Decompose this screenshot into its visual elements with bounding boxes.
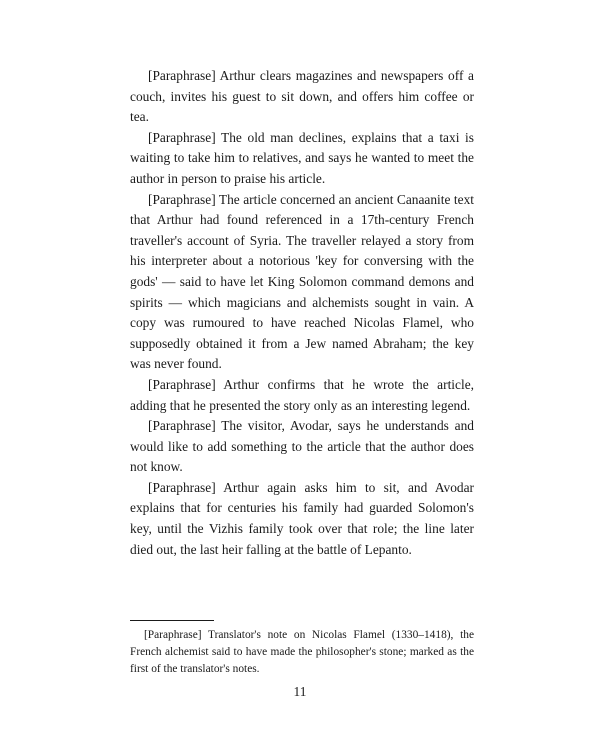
footnote: [Paraphrase] Translator's note on Nicolas Flamel (1330–1418), the French alchemist said to have made the philosopher's stone; marked as the first of the translator's notes. bbox=[130, 629, 474, 675]
page-number: 11 bbox=[293, 684, 307, 699]
paragraph: [Paraphrase] The old man declines, explains that a taxi is waiting to take him to relatives, and says he wanted to meet the author in person to praise his article. bbox=[130, 129, 474, 186]
paragraph: [Paraphrase] Arthur clears magazines and newspapers off a couch, invites his guest to sit down, and offers him coffee or tea. bbox=[130, 68, 474, 125]
paragraph: [Paraphrase] The visitor, Avodar, says he understands and would like to add something to the article that the author does not know. bbox=[130, 418, 474, 475]
paragraph: [Paraphrase] Arthur again asks him to sit, and Avodar explains that for centuries his family had guarded Solomon's key, until the Vizhis family took over that role; the line later died out, the last heir falling at the battle of Lepanto. bbox=[130, 479, 474, 557]
paragraph: [Paraphrase] Arthur confirms that he wrote the article, adding that he presented the story only as an interesting legend. bbox=[130, 376, 474, 413]
main-text bbox=[130, 66, 474, 560]
footnote-rule bbox=[130, 620, 214, 621]
paragraph: [Paraphrase] The article concerned an ancient Canaanite text that Arthur had found referenced in a 17th-century French traveller's account of Syria. The traveller relayed a story from his interpreter about a notorious 'key for conversing with the gods' — said to have let King Solomon command demons and spirits — which magicians and alchemists sought in vain. A copy was rumoured to have reached Nicolas Flamel, who supposedly obtained it from a Jew named Abraham; the key was never found. bbox=[130, 191, 474, 372]
